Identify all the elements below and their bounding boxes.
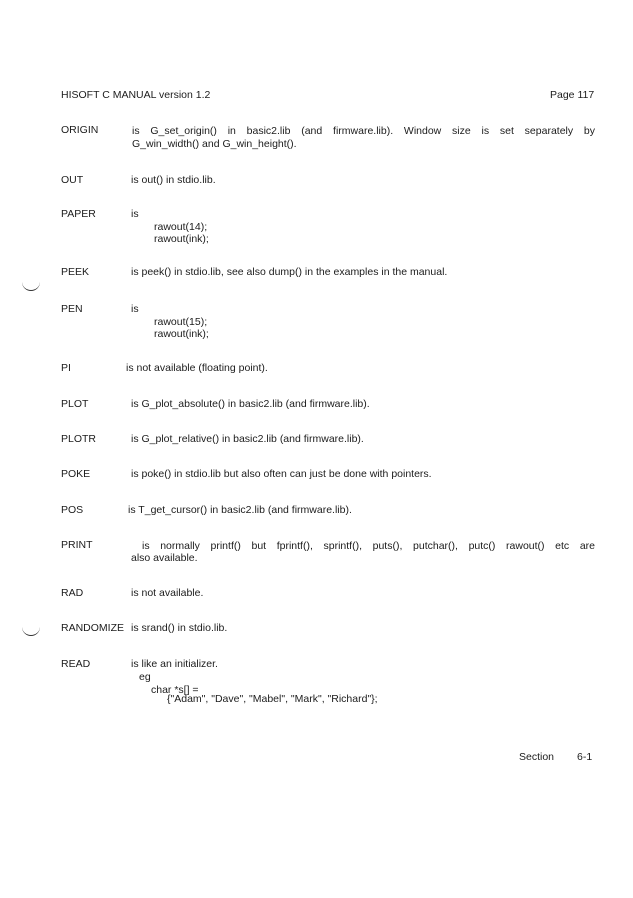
keyword: PLOT <box>61 398 89 410</box>
keyword: PRINT <box>61 539 93 551</box>
description-cont: G_win_width() and G_win_height(). <box>132 138 297 150</box>
page-number: Page 117 <box>550 89 595 101</box>
description: is G_plot_absolute() in basic2.lib (and firmware.lib). <box>131 398 370 410</box>
code-line: rawout(ink); <box>154 328 209 340</box>
code-line: rawout(14); <box>154 221 208 233</box>
description: is <box>131 303 139 315</box>
code-line: rawout(ink); <box>154 233 209 245</box>
code-line: rawout(15); <box>154 316 208 328</box>
description: is normally printf() but fprintf(), sprintf(), puts(), putchar(), putc() rawout() etc are <box>142 540 595 552</box>
keyword: POS <box>61 504 84 516</box>
keyword: POKE <box>61 468 91 480</box>
section-label: Section <box>519 751 555 763</box>
description: is <box>131 208 139 220</box>
description: is T_get_cursor() in basic2.lib (and firmware.lib). <box>128 504 352 516</box>
description: is out() in stdio.lib. <box>131 174 216 186</box>
description: is srand() in stdio.lib. <box>131 622 228 634</box>
description: is poke() in stdio.lib but also often can just be done with pointers. <box>131 468 432 480</box>
description: is G_plot_relative() in basic2.lib (and firmware.lib). <box>131 433 364 445</box>
code-line: {"Adam", "Dave", "Mabel", "Mark", "Richard"}; <box>167 693 378 705</box>
description: is not available (floating point). <box>126 362 268 374</box>
keyword: PAPER <box>61 208 96 220</box>
description: is like an initializer. <box>131 658 218 670</box>
code-line: char *s[] = <box>151 684 199 696</box>
description: is not available. <box>131 587 204 599</box>
keyword: READ <box>61 658 91 670</box>
keyword: PEEK <box>61 266 90 278</box>
description: is G_set_origin() in basic2.lib (and firmware.lib). Window size is set separately by <box>132 125 595 137</box>
example-label: eg <box>139 671 151 683</box>
keyword: ORIGIN <box>61 124 99 136</box>
keyword: PI <box>61 362 71 374</box>
header-title: HISOFT C MANUAL version 1.2 <box>61 89 211 101</box>
margin-mark <box>22 282 40 291</box>
description: is peek() in stdio.lib, see also dump() in the examples in the manual. <box>131 266 448 278</box>
keyword: RANDOMIZE <box>61 622 124 634</box>
keyword: PEN <box>61 303 83 315</box>
keyword: PLOTR <box>61 433 97 445</box>
margin-mark <box>22 627 40 636</box>
description-cont: also available. <box>131 552 198 564</box>
keyword: RAD <box>61 587 84 599</box>
section-number: 6-1 <box>577 751 593 763</box>
keyword: OUT <box>61 174 84 186</box>
